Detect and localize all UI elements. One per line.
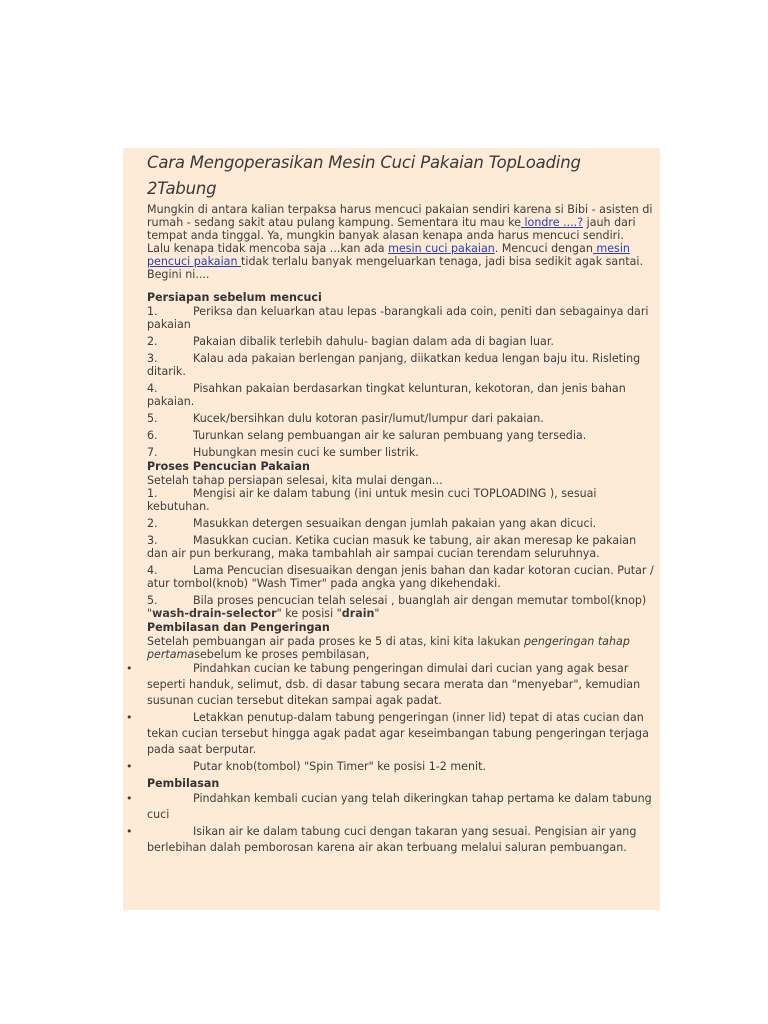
item-bold-text: wash-drain-selector (152, 607, 277, 620)
page-title (147, 150, 656, 202)
section-heading-persiapan: Persiapan sebelum mencuci (147, 291, 322, 304)
item-text: Kalau ada pakaian berlengan panjang, diikatkan kedua lengan baju itu. Risleting ditarik. (147, 352, 641, 378)
intro-text: sebelum ke proses pembilasan, (194, 648, 370, 661)
section-heading-pembilasan-pengeringan: Pembilasan dan Pengeringan (147, 621, 330, 634)
section-heading-proses: Proses Pencucian Pakaian (147, 460, 310, 473)
list-item (147, 429, 656, 442)
item-text: Kucek/bersihkan dulu kotoran pasir/lumut/lumpur dari pakaian. (193, 412, 544, 425)
intro-paragraph-2 (147, 242, 656, 281)
bullet-icon: • (126, 662, 133, 675)
londre-link[interactable]: londre ....? (520, 216, 584, 229)
item-text: " (374, 607, 380, 620)
list-item (147, 352, 656, 378)
bullet-icon: • (126, 825, 133, 838)
item-text: Pakaian dibalik terlebih dahulu- bagian dalam ada di bagian luar. (193, 335, 554, 348)
item-number: 1. (147, 305, 158, 318)
intro-text: tidak terlalu banyak mengeluarkan tenaga, jadi bisa sedikit agak santai. Begini ni.... (147, 255, 644, 281)
item-text: Masukkan detergen sesuaikan dengan jumlah pakaian yang akan dicuci. (193, 517, 597, 530)
item-number: 2. (147, 335, 158, 348)
intro-text: Lalu kenapa tidak mencoba saja ...kan ada (147, 242, 389, 255)
pembilasan-intro (147, 635, 656, 661)
item-text: Mengisi air ke dalam tabung (ini untuk mesin cuci TOPLOADING ), sesuai kebutuhan. (147, 487, 597, 513)
list-item (147, 305, 656, 331)
document-panel (123, 148, 660, 910)
bullet-icon: • (126, 711, 133, 724)
item-number: 7. (147, 446, 158, 459)
item-number: 3. (147, 352, 158, 365)
item-number: 5. (147, 412, 158, 425)
item-number: 1. (147, 487, 158, 500)
list-item (147, 517, 656, 530)
bullet-icon: • (126, 792, 133, 805)
mesin-pencuci-link[interactable]: mesin pencuci pakaian (147, 242, 630, 268)
item-text: Lama Pencucian disesuaikan dengan jenis bahan dan kadar kotoran cucian. Putar / atur tombol(knob) "Wash Timer" pada angka yang dikehendaki. (147, 564, 654, 590)
item-text: Masukkan cucian. Ketika cucian masuk ke tabung, air akan meresap ke pakaian dan air pun berkurang, maka tambahlah air sampai cucian terendam seluruhnya. (147, 534, 637, 560)
item-number: 4. (147, 564, 158, 577)
bullet-item (126, 824, 656, 856)
pembilasan-bullet-list (126, 791, 656, 856)
bullet-text: Putar knob(tombol) "Spin Timer" ke posisi 1-2 menit. (193, 760, 486, 773)
list-item (147, 446, 656, 459)
bullet-text: Isikan air ke dalam tabung cuci dengan takaran yang sesuai. Pengisian air yang berlebihan dalah pemborosan karena air akan terbuang melalui saluran pembuangan. (147, 825, 637, 854)
item-text: Periksa dan keluarkan atau lepas -barangkali ada coin, peniti dan sebagainya dari pakaian (147, 305, 649, 331)
item-number: 4. (147, 382, 158, 395)
list-item (147, 412, 656, 425)
item-number: 6. (147, 429, 158, 442)
bullet-item (126, 759, 656, 775)
pengeringan-bullet-list (126, 661, 656, 775)
persiapan-list (147, 305, 656, 459)
intro-text: jauh dari tempat anda tinggal. Ya, mungkin banyak alasan kenapa anda harus mencuci sendiri. (147, 216, 636, 242)
list-item (147, 335, 656, 348)
item-text: Hubungkan mesin cuci ke sumber listrik. (193, 446, 419, 459)
item-text: " ke posisi " (276, 607, 342, 620)
list-item (147, 382, 656, 408)
title-line-2: 2Tabung (147, 179, 217, 198)
title-line-1: Cara Mengoperasikan Mesin Cuci Pakaian TopLoading (147, 153, 581, 172)
item-number: 2. (147, 517, 158, 530)
item-text: Turunkan selang pembuangan air ke saluran pembuang yang tersedia. (193, 429, 587, 442)
item-text: Pisahkan pakaian berdasarkan tingkat kelunturan, kekotoran, dan jenis bahan pakaian. (147, 382, 626, 408)
proses-intro: Setelah tahap persiapan selesai, kita mulai dengan... (147, 474, 443, 487)
list-item (147, 487, 656, 513)
proses-list (147, 487, 656, 590)
bullet-item (126, 791, 656, 823)
list-item (147, 594, 656, 620)
mesin-cuci-link[interactable]: mesin cuci pakaian (388, 242, 495, 255)
intro-text: . Mencuci dengan (494, 242, 593, 255)
item-bold-text: drain (341, 607, 375, 620)
list-item (147, 534, 656, 560)
bullet-icon: • (126, 760, 133, 773)
intro-text: Mungkin di antara kalian terpaksa harus mencuci pakaian sendiri karena si Bibi - asisten di rumah - sedang sakit atau pulang kampung. Sementara itu mau ke (147, 203, 653, 229)
bullet-item (126, 661, 656, 709)
bullet-text: Pindahkan kembali cucian yang telah dikeringkan tahap pertama ke dalam tabung cuci (147, 792, 652, 821)
item-number: 3. (147, 534, 158, 547)
section-heading-pembilasan: Pembilasan (147, 777, 220, 790)
intro-text: Setelah pembuangan air pada proses ke 5 di atas, kini kita lakukan (147, 635, 524, 648)
intro-italic-text: pengeringan tahap pertama (147, 635, 630, 661)
bullet-text: Pindahkan cucian ke tabung pengeringan dimulai dari cucian yang agak besar seperti handuk, selimut, dsb. di dasar tabung secara merata dan "menyebar", kemudian susunan cucian tersebut ditekan sampai agak padat. (147, 662, 641, 707)
item-text: Bila proses pencucian telah selesai , buanglah air dengan memutar tombol(knop) " (147, 594, 647, 620)
item-number: 5. (147, 594, 158, 607)
bullet-text: Letakkan penutup-dalam tabung pengeringan (inner lid) tepat di atas cucian dan tekan cucian tersebut hingga agak padat agar keseimbangan tabung pengeringan terjaga pada saat berputar. (147, 711, 649, 756)
intro-paragraph-1 (147, 203, 656, 242)
list-item (147, 564, 656, 590)
bullet-item (126, 710, 656, 758)
